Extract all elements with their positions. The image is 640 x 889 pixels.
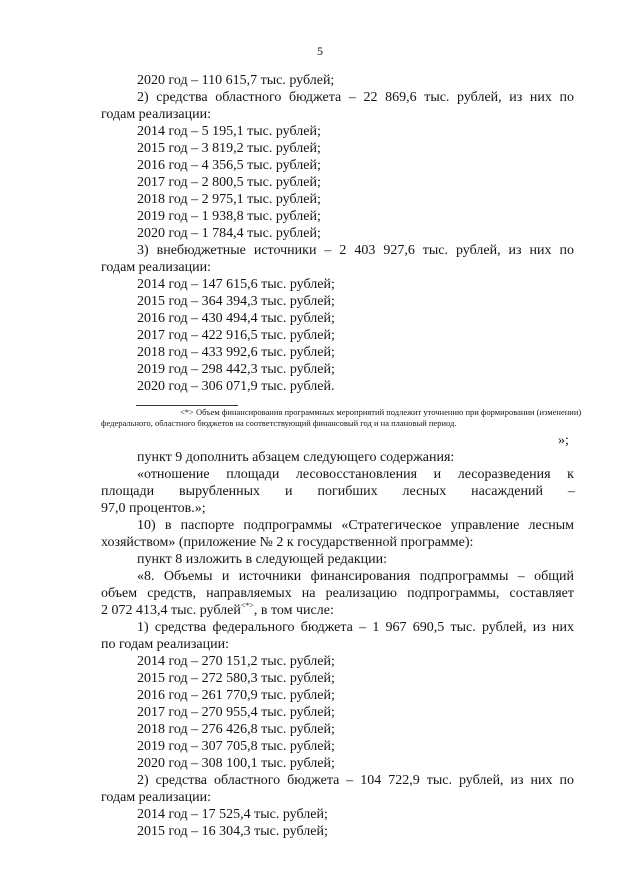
text-line: 2019 год – 298 442,3 тыс. рублей; bbox=[137, 362, 335, 377]
text-line: 2019 год – 1 938,8 тыс. рублей; bbox=[137, 209, 321, 224]
text-line: 2015 год – 272 580,3 тыс. рублей; bbox=[137, 671, 335, 686]
word: к bbox=[567, 467, 574, 482]
text-line: 10) в паспорте подпрограммы «Стратегическое управление лесным bbox=[137, 518, 574, 533]
text-line: 2014 год – 5 195,1 тыс. рублей; bbox=[137, 124, 321, 139]
text-fragment: , в том числе: bbox=[253, 603, 334, 618]
text-line: 2014 год – 270 151,2 тыс. рублей; bbox=[137, 654, 335, 669]
word: вырубленных bbox=[179, 484, 261, 499]
footnote-line: федерального, областного бюджетов на соответствующий финансовый год и на плановый период. bbox=[101, 418, 457, 428]
word: «отношение bbox=[137, 467, 210, 482]
text-line: годам реализации: bbox=[101, 260, 211, 275]
word: и bbox=[433, 467, 442, 482]
closing-quote: »; bbox=[558, 433, 569, 448]
word: площади bbox=[101, 484, 155, 499]
total-amount: 2 072 413,4 тыс. рублей bbox=[101, 603, 241, 618]
text-line: 2018 год – 2 975,1 тыс. рублей; bbox=[137, 192, 321, 207]
text-line: 2017 год – 2 800,5 тыс. рублей; bbox=[137, 175, 321, 190]
text-line: 2015 год – 364 394,3 тыс. рублей; bbox=[137, 294, 335, 309]
text-line: 97,0 процентов.»; bbox=[101, 501, 206, 516]
word: погибших bbox=[317, 484, 378, 499]
text-line: 1) средства федерального бюджета – 1 967 690,5 тыс. рублей, из них bbox=[137, 620, 574, 635]
text-line: 2019 год – 307 705,8 тыс. рублей; bbox=[137, 739, 335, 754]
footnote-rule bbox=[136, 405, 238, 406]
text-line: 2) средства областного бюджета – 104 722,9 тыс. рублей, из них по bbox=[137, 773, 574, 788]
word: лесовосстановления bbox=[295, 467, 418, 482]
text-line: 2015 год – 3 819,2 тыс. рублей; bbox=[137, 141, 321, 156]
text-line: хозяйством» (приложение № 2 к государственной программе): bbox=[101, 535, 474, 550]
text-line: 2020 год – 306 071,9 тыс. рублей. bbox=[137, 379, 335, 394]
text-line: годам реализации: bbox=[101, 107, 211, 122]
text-line: 2016 год – 261 770,9 тыс. рублей; bbox=[137, 688, 335, 703]
text-line: 2014 год – 147 615,6 тыс. рублей; bbox=[137, 277, 335, 292]
word: лесных bbox=[402, 484, 447, 499]
text-line: «8. Объемы и источники финансирования подпрограммы – общий bbox=[137, 569, 574, 584]
word: лесоразведения bbox=[457, 467, 551, 482]
text-line: годам реализации: bbox=[101, 790, 211, 805]
text-line: 2020 год – 1 784,4 тыс. рублей; bbox=[137, 226, 321, 241]
text-line: 2016 год – 430 494,4 тыс. рублей; bbox=[137, 311, 335, 326]
text-line: пункт 8 изложить в следующей редакции: bbox=[137, 552, 387, 567]
justified-line bbox=[101, 483, 575, 500]
word: насаждений bbox=[471, 484, 543, 499]
text-line: 2020 год – 110 615,7 тыс. рублей; bbox=[137, 73, 335, 88]
text-line: пункт 9 дополнить абзацем следующего содержания: bbox=[137, 450, 455, 465]
text-line: 2017 год – 422 916,5 тыс. рублей; bbox=[137, 328, 335, 343]
word: – bbox=[567, 484, 575, 499]
word: и bbox=[285, 484, 293, 499]
text-line: 2) средства областного бюджета – 22 869,6 тыс. рублей, из них по bbox=[137, 90, 574, 105]
text-line: 2016 год – 4 356,5 тыс. рублей; bbox=[137, 158, 321, 173]
page-number: 5 bbox=[317, 44, 323, 58]
text-line: 3) внебюджетные источники – 2 403 927,6 тыс. рублей, из них по bbox=[137, 243, 574, 258]
text-line: 2014 год – 17 525,4 тыс. рублей; bbox=[137, 807, 328, 822]
text-line: объем средств, направляемых на реализацию подпрограммы, составляет bbox=[101, 586, 574, 601]
text-line: 2020 год – 308 100,1 тыс. рублей; bbox=[137, 756, 335, 771]
text-line: 2018 год – 276 426,8 тыс. рублей; bbox=[137, 722, 335, 737]
text-line bbox=[101, 602, 334, 619]
text-line: 2015 год – 16 304,3 тыс. рублей; bbox=[137, 824, 328, 839]
text-line: 2018 год – 433 992,6 тыс. рублей; bbox=[137, 345, 335, 360]
footnote-line: <*> Объем финансирования программных мероприятий подлежит уточнению при формировании (изменении) bbox=[180, 407, 582, 417]
word: площади bbox=[226, 467, 280, 482]
text-line: по годам реализации: bbox=[101, 637, 229, 652]
justified-line bbox=[137, 466, 574, 483]
footnote-marker: <*> bbox=[240, 601, 254, 610]
text-line: 2017 год – 270 955,4 тыс. рублей; bbox=[137, 705, 335, 720]
